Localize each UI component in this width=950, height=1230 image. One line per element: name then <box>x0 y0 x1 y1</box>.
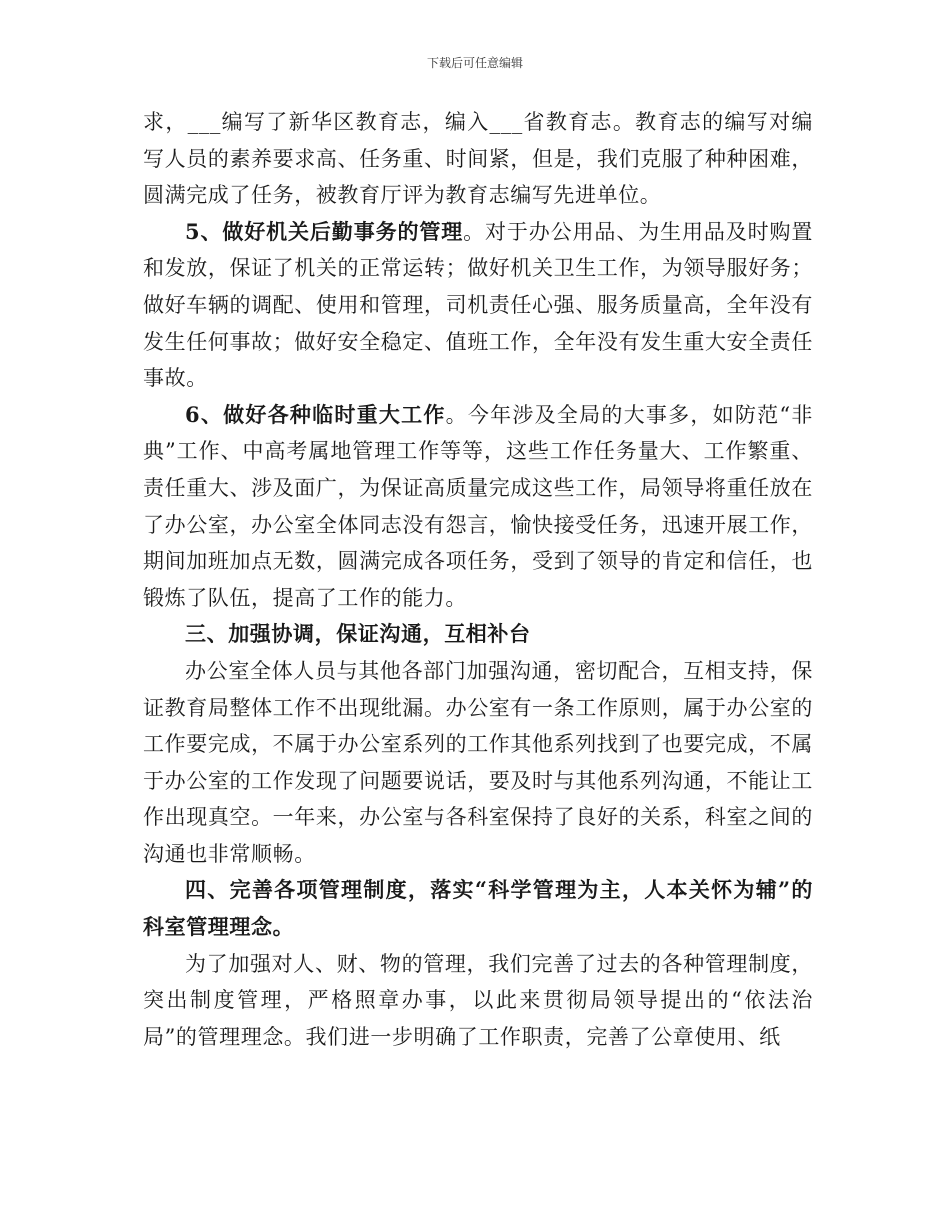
paragraph-coordination: 办公室全体人员与其他各部门加强沟通，密切配合，互相支持，保证教育局整体工作不出现纰漏。办公室有一条工作原则，属于办公室的工作要完成，不属于办公室系列的工作其他系列找到了也要完成，不属于办公室的工作发现了问题要说话，要及时与其他系列沟通，不能让工作出现真空。一年来，办公室与各科室保持了良好的关系，科室之间的沟通也非常顺畅。 <box>143 658 813 866</box>
paragraph-temporary-work-heading: 6、做好各种临时重大工作 <box>185 401 446 427</box>
paragraph-logistics-text: 。对于办公用品、为生用品及时购置和发放，保证了机关的正常运转；做好机关卫生工作，为领导服好务；做好车辆的调配、使用和管理，司机责任心强、服务质量高，全年没有发生任何事故；做好安全稳定、值班工作，全年没有发生重大安全责任事故。 <box>143 219 813 391</box>
section-heading-management: 四、完善各项管理制度，落实“科学管理为主，人本关怀为辅”的科室管理理念。 <box>143 877 813 940</box>
section-heading-coordination: 三、加强协调，保证沟通，互相补台 <box>185 621 531 647</box>
paragraph-logistics-heading: 5、做好机关后勤事务的管理 <box>185 218 464 244</box>
document-body <box>143 104 813 1055</box>
paragraph-continuation: 求，___编写了新华区教育志，编入___省教育志。教育志的编写对编写人员的素养要求高、任务重、时间紧，但是，我们克服了种种困难，圆满完成了任务，被教育厅评为教育志编写先进单位。 <box>143 110 813 208</box>
paragraph-temporary-work-text: 。今年涉及全局的大事多，如防范“非典”工作、中高考属地管理工作等等，这些工作任务量大、工作繁重、责任重大、涉及面广，为保证高质量完成这些工作，局领导将重任放在了办公室，办公室全体同志没有怨言，愉快接受任务，迅速开展工作，期间加班加点无数，圆满完成各项任务，受到了领导的肯定和信任，也锻炼了队伍，提高了工作的能力。 <box>143 402 814 610</box>
paragraph-temporary-work <box>143 397 813 617</box>
page-header-note: 下载后可任意编辑 <box>426 56 523 70</box>
paragraph-management: 为了加强对人、财、物的管理，我们完善了过去的各种管理制度，突出制度管理，严格照章办事，以此来贯彻局领导提出的“依法治局”的管理理念。我们进一步明确了工作职责，完善了公章使用、纸 <box>143 951 813 1049</box>
paragraph-logistics <box>143 214 813 397</box>
